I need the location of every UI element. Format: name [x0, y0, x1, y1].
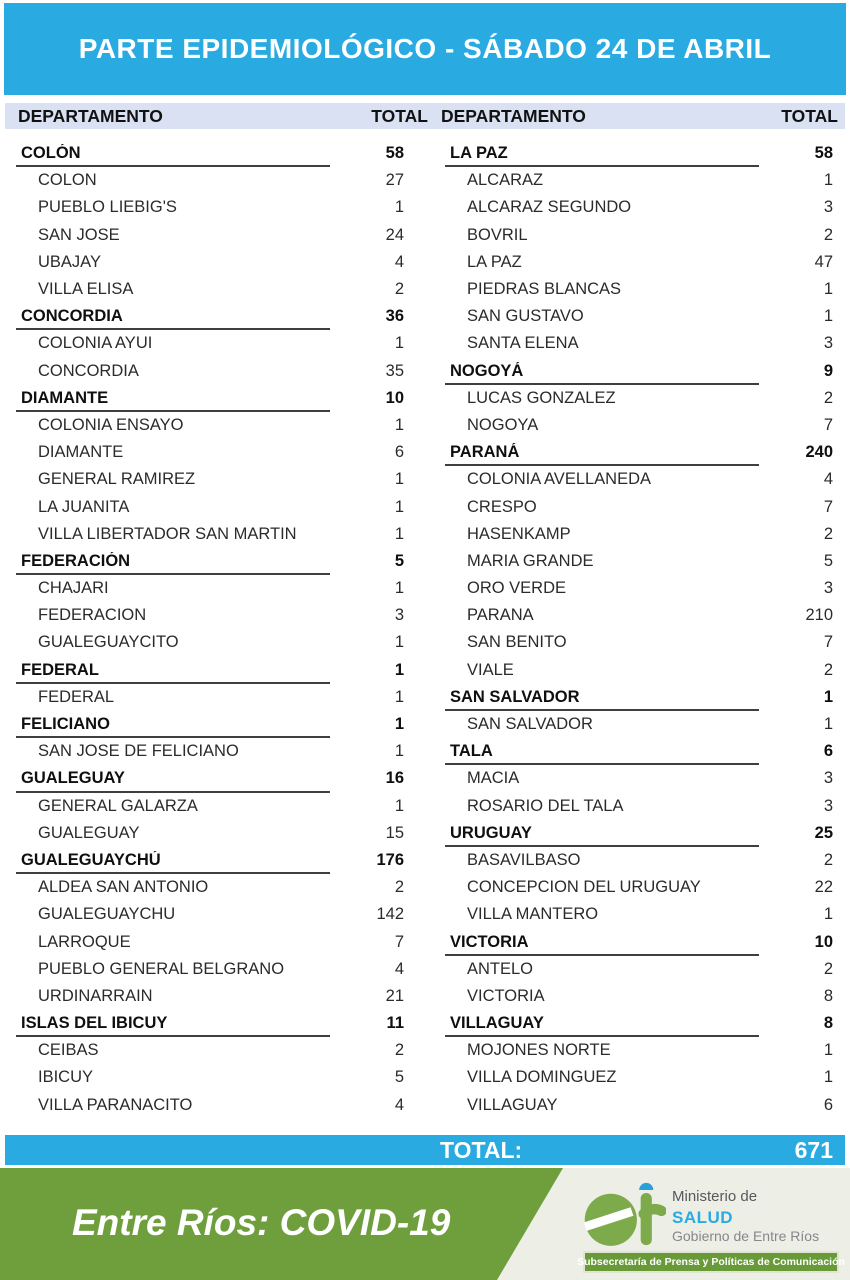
- locality-name: BASAVILBASO: [467, 850, 581, 869]
- locality-name: CRESPO: [467, 497, 537, 516]
- locality-row: [8, 1092, 408, 1119]
- locality-row: [437, 303, 837, 330]
- grand-total-label: TOTAL:: [440, 1137, 523, 1163]
- department-total: 1: [823, 687, 833, 706]
- locality-row: [437, 901, 837, 928]
- locality-row: [8, 820, 408, 847]
- department-total: 25: [814, 823, 833, 842]
- department-row: [8, 765, 408, 792]
- locality-name: VILLA DOMINGUEZ: [467, 1068, 617, 1087]
- locality-total: 1: [394, 334, 404, 353]
- locality-total: 5: [394, 1068, 404, 1087]
- locality-name: VIALE: [467, 660, 514, 679]
- locality-total: 1: [394, 415, 404, 434]
- locality-row: [8, 249, 408, 276]
- department-name: SAN SALVADOR: [450, 687, 580, 706]
- locality-name: GUALEGUAYCITO: [38, 633, 179, 652]
- locality-row: [8, 276, 408, 303]
- table-header-row: [5, 103, 845, 129]
- locality-name: GUALEGUAY: [38, 823, 140, 842]
- locality-total: 2: [394, 280, 404, 299]
- column-header-department: DEPARTAMENTO: [441, 105, 586, 126]
- locality-total: 1: [394, 633, 404, 652]
- locality-name: GENERAL GALARZA: [38, 796, 198, 815]
- locality-total: 210: [805, 606, 833, 625]
- locality-name: CEIBAS: [38, 1041, 99, 1060]
- locality-total: 7: [394, 932, 404, 951]
- department-name: ISLAS DEL IBICUY: [21, 1014, 168, 1033]
- locality-total: 1: [823, 171, 833, 190]
- locality-name: CHAJARI: [38, 579, 109, 598]
- locality-row: [8, 575, 408, 602]
- department-row: [437, 439, 837, 466]
- department-row: [8, 657, 408, 684]
- department-name: NOGOYÁ: [450, 361, 524, 380]
- department-row: [437, 140, 837, 167]
- department-row: [8, 385, 408, 412]
- locality-row: [8, 738, 408, 765]
- locality-row: [8, 793, 408, 820]
- locality-row: [8, 330, 408, 357]
- locality-total: 1: [823, 280, 833, 299]
- locality-total: 22: [814, 878, 833, 897]
- department-row: [8, 847, 408, 874]
- locality-total: 21: [385, 986, 404, 1005]
- locality-row: [8, 412, 408, 439]
- locality-row: [437, 1092, 837, 1119]
- locality-row: [437, 548, 837, 575]
- locality-total: 8: [823, 986, 833, 1005]
- locality-name: CONCORDIA: [38, 361, 139, 380]
- locality-name: COLON: [38, 171, 97, 190]
- locality-row: [8, 874, 408, 901]
- locality-row: [437, 956, 837, 983]
- locality-total: 6: [823, 1095, 833, 1114]
- locality-total: 1: [394, 687, 404, 706]
- locality-total: 3: [394, 606, 404, 625]
- locality-total: 3: [823, 796, 833, 815]
- locality-row: [8, 1064, 408, 1091]
- locality-row: [437, 1037, 837, 1064]
- locality-total: 3: [823, 198, 833, 217]
- locality-name: ALDEA SAN ANTONIO: [38, 878, 209, 897]
- locality-row: [437, 657, 837, 684]
- locality-total: 4: [823, 470, 833, 489]
- department-name: GUALEGUAYCHÚ: [21, 850, 161, 869]
- locality-row: [8, 439, 408, 466]
- report-title: PARTE EPIDEMIOLÓGICO - SÁBADO 24 DE ABRIL: [78, 33, 772, 64]
- locality-total: 3: [823, 579, 833, 598]
- locality-total: 5: [823, 551, 833, 570]
- locality-name: URDINARRAIN: [38, 986, 153, 1005]
- locality-name: VILLA PARANACITO: [38, 1095, 193, 1114]
- locality-name: MACIA: [467, 769, 520, 788]
- locality-total: 27: [385, 171, 404, 190]
- locality-name: SAN JOSE DE FELICIANO: [38, 742, 239, 761]
- locality-name: SANTA ELENA: [467, 334, 579, 353]
- locality-row: [8, 493, 408, 520]
- locality-name: FEDERAL: [38, 687, 115, 706]
- department-row: [437, 684, 837, 711]
- locality-name: LA PAZ: [467, 252, 522, 271]
- locality-row: [437, 521, 837, 548]
- department-total: 58: [814, 144, 833, 163]
- locality-name: SAN BENITO: [467, 633, 567, 652]
- table-column-left: [8, 140, 408, 1119]
- entre-rios-er-logo-icon: [584, 1176, 666, 1248]
- locality-total: 4: [394, 959, 404, 978]
- department-name: FEDERACIÓN: [21, 551, 131, 570]
- locality-row: [437, 412, 837, 439]
- locality-total: 7: [823, 497, 833, 516]
- locality-name: DIAMANTE: [38, 443, 124, 462]
- department-total: 16: [385, 769, 404, 788]
- locality-name: PIEDRAS BLANCAS: [467, 280, 622, 299]
- grand-total-bar: [5, 1135, 845, 1165]
- locality-name: PUEBLO LIEBIG'S: [38, 198, 177, 217]
- locality-row: [8, 521, 408, 548]
- locality-total: 4: [394, 1095, 404, 1114]
- locality-name: HASENKAMP: [467, 524, 571, 543]
- department-name: FELICIANO: [21, 715, 110, 734]
- locality-name: UBAJAY: [38, 252, 101, 271]
- locality-row: [437, 874, 837, 901]
- locality-name: LA JUANITA: [38, 497, 130, 516]
- locality-name: GUALEGUAYCHU: [38, 905, 176, 924]
- locality-total: 2: [823, 660, 833, 679]
- department-total: 11: [386, 1014, 404, 1033]
- locality-name: ROSARIO DEL TALA: [467, 796, 624, 815]
- locality-name: COLONIA AYUI: [38, 334, 153, 353]
- department-total: 10: [814, 932, 833, 951]
- locality-total: 1: [394, 470, 404, 489]
- locality-row: [437, 1064, 837, 1091]
- locality-row: [437, 194, 837, 221]
- locality-name: VICTORIA: [467, 986, 545, 1005]
- department-total: 9: [823, 361, 833, 380]
- locality-row: [437, 602, 837, 629]
- locality-total: 3: [823, 769, 833, 788]
- locality-name: GENERAL RAMIREZ: [38, 470, 196, 489]
- locality-total: 47: [814, 252, 833, 271]
- locality-name: PUEBLO GENERAL BELGRANO: [38, 959, 285, 978]
- department-name: GUALEGUAY: [21, 769, 125, 788]
- column-header-total: TOTAL: [781, 105, 838, 126]
- locality-name: SAN JOSE: [38, 225, 120, 244]
- locality-name: BOVRIL: [467, 225, 528, 244]
- subsecretary-badge: Subsecretaría de Prensa y Políticas de Comunicación: [583, 1251, 839, 1273]
- department-total: 176: [376, 850, 404, 869]
- locality-row: [437, 222, 837, 249]
- ministry-line1: Ministerio de: [672, 1188, 758, 1205]
- locality-name: ALCARAZ SEGUNDO: [467, 198, 632, 217]
- department-total: 6: [823, 742, 833, 761]
- locality-row: [8, 222, 408, 249]
- locality-name: ALCARAZ: [467, 171, 544, 190]
- column-header-department: DEPARTAMENTO: [18, 105, 163, 126]
- locality-row: [437, 385, 837, 412]
- department-row: [437, 820, 837, 847]
- locality-row: [437, 575, 837, 602]
- locality-row: [437, 330, 837, 357]
- department-row: [8, 1010, 408, 1037]
- department-row: [437, 1010, 837, 1037]
- locality-row: [437, 466, 837, 493]
- ministry-text-block: [672, 1188, 819, 1246]
- column-header-total: TOTAL: [371, 105, 428, 126]
- locality-total: 1: [394, 198, 404, 217]
- department-row: [8, 140, 408, 167]
- locality-total: 1: [823, 905, 833, 924]
- locality-row: [437, 167, 837, 194]
- locality-total: 2: [823, 524, 833, 543]
- department-name: DIAMANTE: [21, 388, 109, 407]
- locality-row: [8, 1037, 408, 1064]
- department-row: [8, 711, 408, 738]
- department-name: LA PAZ: [450, 144, 508, 163]
- department-total: 240: [805, 443, 833, 462]
- locality-row: [437, 629, 837, 656]
- locality-row: [8, 466, 408, 493]
- department-row: [8, 548, 408, 575]
- department-name: VILLAGUAY: [450, 1014, 544, 1033]
- locality-total: 1: [823, 1041, 833, 1060]
- department-name: PARANÁ: [450, 443, 520, 462]
- locality-total: 7: [823, 415, 833, 434]
- locality-name: ANTELO: [467, 959, 534, 978]
- locality-total: 2: [823, 959, 833, 978]
- locality-name: MARIA GRANDE: [467, 551, 594, 570]
- locality-row: [8, 194, 408, 221]
- locality-name: COLONIA ENSAYO: [38, 415, 184, 434]
- locality-total: 2: [823, 225, 833, 244]
- locality-name: NOGOYA: [467, 415, 539, 434]
- locality-total: 2: [823, 388, 833, 407]
- locality-name: SAN SALVADOR: [467, 715, 593, 734]
- table-header-right: [434, 106, 845, 127]
- locality-row: [8, 167, 408, 194]
- locality-name: VILLA MANTERO: [467, 905, 599, 924]
- locality-name: MOJONES NORTE: [467, 1041, 611, 1060]
- locality-name: VILLAGUAY: [467, 1095, 558, 1114]
- locality-total: 4: [394, 252, 404, 271]
- locality-row: [8, 928, 408, 955]
- locality-total: 2: [394, 1041, 404, 1060]
- locality-row: [437, 249, 837, 276]
- locality-total: 142: [376, 905, 404, 924]
- report-title-banner: [4, 3, 846, 95]
- department-total: 1: [394, 715, 404, 734]
- department-total: 5: [394, 551, 404, 570]
- department-row: [8, 303, 408, 330]
- grand-total-value: 671: [794, 1137, 833, 1163]
- locality-total: 35: [385, 361, 404, 380]
- locality-total: 1: [823, 1068, 833, 1087]
- locality-total: 3: [823, 334, 833, 353]
- locality-name: PARANA: [467, 606, 534, 625]
- locality-total: 15: [385, 823, 404, 842]
- locality-total: 24: [385, 225, 404, 244]
- locality-name: LUCAS GONZALEZ: [467, 388, 616, 407]
- department-name: FEDERAL: [21, 660, 99, 679]
- locality-row: [437, 493, 837, 520]
- locality-name: CONCEPCION DEL URUGUAY: [467, 878, 701, 897]
- locality-total: 7: [823, 633, 833, 652]
- locality-total: 1: [394, 524, 404, 543]
- department-total: 10: [385, 388, 404, 407]
- department-row: [437, 738, 837, 765]
- department-name: VICTORIA: [450, 932, 529, 951]
- locality-total: 1: [394, 579, 404, 598]
- locality-row: [437, 847, 837, 874]
- locality-name: FEDERACION: [38, 606, 147, 625]
- table-column-right: [437, 140, 837, 1119]
- department-total: 36: [385, 307, 404, 326]
- locality-row: [8, 629, 408, 656]
- locality-total: 1: [394, 742, 404, 761]
- locality-name: VILLA LIBERTADOR SAN MARTIN: [38, 524, 297, 543]
- locality-total: 2: [823, 850, 833, 869]
- government-line: Gobierno de Entre Ríos: [672, 1228, 820, 1244]
- footer: [0, 1168, 850, 1280]
- department-total: 1: [394, 660, 404, 679]
- locality-row: [8, 956, 408, 983]
- locality-name: ORO VERDE: [467, 579, 567, 598]
- locality-row: [8, 602, 408, 629]
- footer-slogan: Entre Ríos: COVID-19: [72, 1202, 451, 1243]
- locality-row: [437, 983, 837, 1010]
- locality-name: LARROQUE: [38, 932, 131, 951]
- locality-total: 1: [394, 497, 404, 516]
- locality-row: [8, 684, 408, 711]
- locality-total: 2: [394, 878, 404, 897]
- locality-name: SAN GUSTAVO: [467, 307, 584, 326]
- locality-row: [437, 765, 837, 792]
- locality-row: [437, 793, 837, 820]
- locality-row: [8, 901, 408, 928]
- department-row: [437, 928, 837, 955]
- department-total: 8: [823, 1014, 833, 1033]
- locality-name: IBICUY: [38, 1068, 94, 1087]
- locality-total: 1: [394, 796, 404, 815]
- locality-name: VILLA ELISA: [38, 280, 134, 299]
- department-name: COLÓN: [21, 144, 81, 163]
- locality-row: [437, 711, 837, 738]
- table-header-left: [5, 106, 434, 127]
- department-name: CONCORDIA: [21, 307, 123, 326]
- department-name: URUGUAY: [450, 823, 532, 842]
- locality-row: [8, 983, 408, 1010]
- locality-total: 1: [823, 715, 833, 734]
- department-name: TALA: [450, 742, 493, 761]
- locality-total: 1: [823, 307, 833, 326]
- department-row: [437, 358, 837, 385]
- locality-name: COLONIA AVELLANEDA: [467, 470, 652, 489]
- locality-row: [437, 276, 837, 303]
- department-total: 58: [385, 144, 404, 163]
- locality-total: 6: [394, 443, 404, 462]
- ministry-line2-salud: SALUD: [672, 1207, 734, 1227]
- locality-row: [8, 358, 408, 385]
